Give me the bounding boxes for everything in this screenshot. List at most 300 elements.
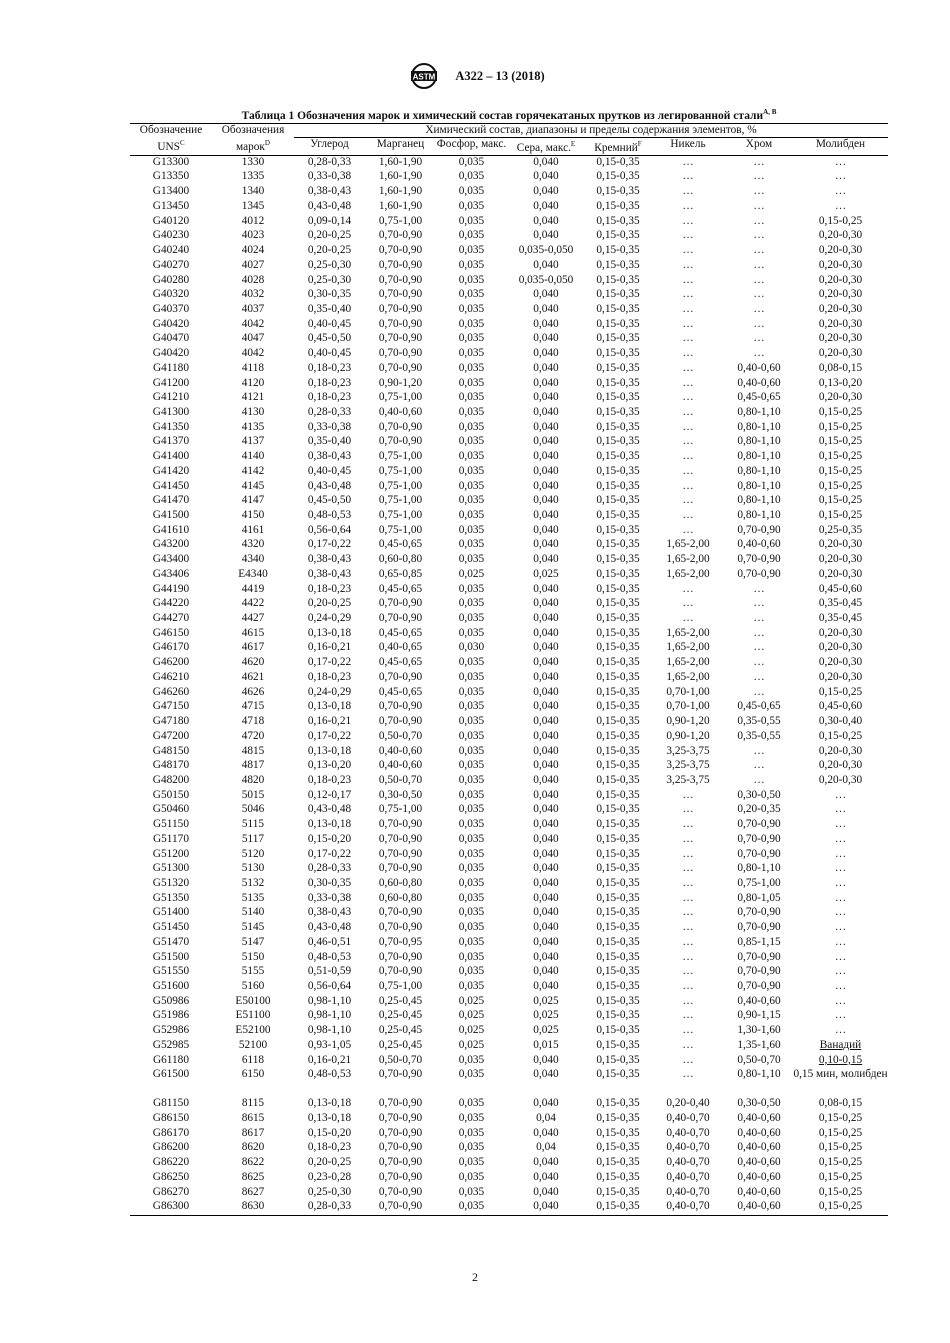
table-cell: G41470: [152, 494, 190, 507]
table-cell: …: [682, 317, 694, 330]
col-header-phosphorus: Фосфор, макс.: [436, 138, 507, 156]
table-cell: 0,040: [533, 788, 559, 801]
table-cell: 0,38-0,43: [307, 450, 352, 463]
table-cell: 0,40-0,60: [737, 1156, 781, 1169]
table-cell: 0,035: [458, 509, 485, 522]
table-cell: 0,70-0,90: [378, 1097, 423, 1110]
table-cell: …: [834, 862, 847, 875]
table-cell: 0,035: [458, 450, 485, 463]
table-cell: 0,25-0,35: [818, 523, 863, 536]
table-cell: 0,040: [533, 700, 559, 713]
table-cell: G47180: [152, 715, 190, 728]
table-cell: 0,70-0,90: [365, 1200, 436, 1215]
table-cell: …: [682, 994, 694, 1007]
table-cell: 0,70-0,90: [378, 229, 423, 242]
table-cell: 0,035: [458, 700, 485, 713]
table-row: [130, 1156, 888, 1171]
table-row: [130, 627, 888, 642]
table-cell: 0,035: [458, 553, 485, 566]
table-cell: …: [834, 1024, 847, 1037]
table-cell: 0,35-0,45: [818, 612, 863, 625]
table-cell: …: [682, 302, 694, 315]
table-cell: 0,45-0,50: [307, 494, 352, 507]
table-cell: Ванадий: [819, 1038, 862, 1051]
table-cell: 0,025: [533, 567, 559, 580]
table-cell: 0,040: [533, 847, 559, 860]
table-row: [130, 583, 888, 598]
table-cell: 0,20-0,30: [818, 626, 863, 639]
table-cell: 1335: [241, 170, 265, 183]
table-cell: 0,035: [458, 302, 485, 315]
table-cell: 0,040: [533, 494, 559, 507]
table-cell: 0,040: [533, 626, 559, 639]
table-cell: 0,15-0,35: [596, 685, 640, 698]
table-cell: 0,20-0,30: [818, 759, 863, 772]
table-cell: 0,035: [458, 1053, 485, 1066]
table-cell: 6118: [241, 1053, 265, 1066]
table-cell: 0,040: [533, 553, 559, 566]
table-row: [130, 362, 888, 377]
table-row: [130, 170, 888, 185]
table-cell: 0,38-0,43: [307, 553, 352, 566]
table-cell: …: [834, 788, 847, 801]
table-cell: 0,70-0,90: [378, 288, 423, 301]
table-cell: …: [682, 509, 694, 522]
table-row: [130, 671, 888, 686]
table-row: [130, 745, 888, 760]
table-cell: 0,15-0,35: [596, 788, 640, 801]
table-cell: 0,025: [458, 1038, 485, 1051]
composition-table: [130, 123, 888, 1216]
table-cell: 5155: [241, 965, 265, 978]
table-cell: 0,70-0,90: [378, 1170, 423, 1183]
table-cell: 1,35-1,60: [737, 1038, 781, 1051]
table-cell: 0,025: [533, 994, 559, 1007]
table-cell: 0,035: [458, 229, 485, 242]
table-cell: …: [682, 980, 694, 993]
table-cell: 0,75-1,00: [378, 980, 423, 993]
table-cell: …: [834, 906, 847, 919]
table-cell: 0,040: [533, 1170, 559, 1183]
table-cell: 0,15-0,35: [596, 700, 640, 713]
table-cell: 0,70-0,90: [378, 1185, 423, 1198]
table-cell: 8115: [241, 1097, 265, 1110]
table-cell: 0,35-0,40: [307, 435, 352, 448]
table-cell: 0,15-0,35: [596, 170, 640, 183]
table-cell: 0,035: [458, 317, 485, 330]
table-cell: …: [682, 935, 694, 948]
table-cell: 0,75-1,00: [378, 450, 423, 463]
table-cell: 5150: [241, 950, 265, 963]
table-cell: 0,040: [533, 744, 559, 757]
table-cell: 0,80-1,10: [737, 509, 781, 522]
table-cell: 0,20-0,25: [307, 229, 352, 242]
table-cell: 0,035: [458, 906, 485, 919]
table-cell: …: [682, 332, 694, 345]
table-row: [130, 921, 888, 936]
table-cell: 0,40-0,60: [725, 1200, 793, 1215]
table-cell: 0,035: [458, 155, 485, 168]
table-row: [130, 200, 888, 215]
table-cell: G86220: [152, 1156, 190, 1169]
table-cell: G51470: [152, 935, 190, 948]
table-cell: 0,70-0,90: [737, 921, 781, 934]
table-cell: G41200: [152, 376, 190, 389]
table-cell: 4615: [241, 626, 265, 639]
table-cell: 5132: [241, 876, 265, 889]
table-row: [130, 612, 888, 627]
table-cell: 0,70-0,90: [378, 965, 423, 978]
table-cell: 0,20-0,30: [818, 288, 863, 301]
table-cell: 4023: [241, 229, 265, 242]
table-cell: 0,035: [458, 832, 485, 845]
table-cell: G44270: [152, 612, 190, 625]
table-cell: 0,15-0,35: [596, 1170, 640, 1183]
table-cell: 0,035: [458, 876, 485, 889]
table-row: [130, 274, 888, 289]
table-cell: 0,20-0,30: [818, 656, 863, 669]
table-cell: G40320: [152, 288, 190, 301]
table-cell: 0,33-0,38: [307, 891, 352, 904]
table-cell: 0,75-1,00: [378, 494, 423, 507]
table-cell: 0,15-0,35: [596, 582, 640, 595]
table-cell: 3,25-3,75: [666, 744, 710, 757]
table-cell: 4422: [241, 597, 265, 610]
table-cell: 0,040: [533, 803, 559, 816]
table-cell: 0,70-0,90: [378, 273, 423, 286]
table-cell: 0,15-0,35: [596, 494, 640, 507]
table-cell: 0,15-0,35: [596, 1097, 640, 1110]
table-row: [130, 377, 888, 392]
table-cell: 0,040: [533, 229, 559, 242]
table-row: [130, 1171, 888, 1186]
table-cell: 0,035: [458, 891, 485, 904]
table-cell: 0,20-0,30: [818, 670, 863, 683]
table-cell: 0,20-0,40: [666, 1097, 710, 1110]
table-cell: 0,15-0,35: [596, 376, 640, 389]
table-cell: 0,040: [533, 391, 559, 404]
table-cell: 0,035: [458, 479, 485, 492]
table-cell: 0,20-0,30: [818, 332, 863, 345]
table-cell: 0,035: [458, 464, 485, 477]
table-cell: G51150: [153, 818, 189, 831]
table-cell: …: [682, 214, 694, 227]
table-cell: 4147: [241, 494, 265, 507]
table-cell: 4815: [241, 744, 265, 757]
table-cell: 0,98-1,10: [307, 1024, 352, 1037]
table-cell: 0,70-0,90: [378, 332, 423, 345]
table-cell: 0,15-0,25: [818, 1141, 863, 1154]
table-row: [130, 450, 888, 465]
table-cell: 0,70-0,90: [378, 700, 423, 713]
table-cell: 0,15-0,35: [596, 420, 640, 433]
table-cell: 0,18-0,23: [307, 773, 352, 786]
table-row: [130, 980, 888, 995]
table-cell: …: [682, 391, 694, 404]
table-cell: 5130: [241, 862, 265, 875]
table-cell: 0,035: [458, 1112, 485, 1125]
table-cell: 0,15-0,35: [596, 862, 640, 875]
table-cell: …: [753, 582, 765, 595]
table-cell: …: [753, 229, 765, 242]
table-cell: 4620: [241, 656, 265, 669]
table-cell: 0,035: [458, 361, 485, 374]
table-cell: 0,035: [436, 1200, 507, 1215]
table-cell: 4012: [241, 214, 265, 227]
table-cell: …: [682, 450, 694, 463]
table-cell: 0,90-1,20: [666, 715, 710, 728]
table-cell: 0,45-0,65: [737, 391, 781, 404]
table-cell: 0,70-0,90: [378, 317, 423, 330]
table-cell: …: [682, 523, 694, 536]
table-cell: 0,035: [458, 656, 485, 669]
table-cell: 0,40-0,70: [666, 1185, 710, 1198]
table-cell: 1340: [241, 185, 265, 198]
table-cell: 0,035: [458, 420, 485, 433]
table-cell: 0,18-0,23: [307, 670, 352, 683]
table-cell: …: [682, 479, 694, 492]
table-row: [130, 155, 888, 170]
table-cell: …: [834, 921, 847, 934]
document-id: A322 – 13 (2018): [455, 68, 545, 83]
table-row: [130, 906, 888, 921]
col-header-carbon: Углерод: [294, 138, 365, 156]
table-row: [130, 1009, 888, 1024]
table-cell: …: [682, 965, 694, 978]
table-row: [130, 877, 888, 892]
table-cell: G40420: [152, 347, 190, 360]
table-cell: 1,65-2,00: [666, 626, 710, 639]
table-cell: 0,040: [533, 464, 559, 477]
table-cell: 1,65-2,00: [666, 656, 710, 669]
table-cell: 0,90-1,20: [378, 376, 423, 389]
table-row: [130, 951, 888, 966]
table-cell: …: [834, 980, 847, 993]
table-cell: 0,040: [533, 347, 559, 360]
table-cell: 0,70-0,90: [737, 980, 781, 993]
table-cell: …: [834, 876, 847, 889]
table-cell: …: [834, 935, 847, 948]
table-cell: 0,035: [458, 376, 485, 389]
table-cell: 0,025: [458, 567, 485, 580]
table-cell: 0,40-0,70: [666, 1170, 710, 1183]
table-cell: 0,50-0,70: [737, 1053, 781, 1066]
col-header-uns-text: Обозначение UNS: [139, 124, 203, 153]
table-cell: …: [682, 1024, 694, 1037]
table-cell: 0,45-0,65: [378, 685, 423, 698]
table-cell: 0,40-0,70: [651, 1200, 725, 1215]
table-cell: 0,035: [458, 759, 485, 772]
table-cell: 0,040: [533, 1053, 559, 1066]
table-cell: 0,035: [458, 1185, 485, 1198]
table-cell: 0,040: [533, 641, 559, 654]
table-cell: 0,08-0,15: [818, 361, 863, 374]
table-cell: 0,040: [533, 214, 559, 227]
table-cell: 0,60-0,80: [378, 891, 423, 904]
table-cell: 0,035: [458, 244, 485, 257]
table-cell: 0,15-0,35: [596, 773, 640, 786]
table-cell: G13300: [152, 155, 190, 168]
table-cell: 0,040: [533, 1185, 559, 1198]
table-cell: 0,70-0,90: [378, 612, 423, 625]
table-cell: G86200: [152, 1141, 190, 1154]
table-cell: 0,035: [458, 1156, 485, 1169]
table-cell: 0,17-0,22: [307, 656, 352, 669]
table-row: [130, 553, 888, 568]
table-cell: G41300: [152, 405, 190, 418]
table-cell: G51986: [152, 1009, 190, 1022]
table-cell: 0,25-0,30: [307, 273, 352, 286]
table-cell: 0,28-0,33: [307, 862, 352, 875]
table-cell: 0,30-0,50: [737, 1097, 781, 1110]
table-row: [130, 1127, 888, 1142]
table-cell: 0,48-0,53: [307, 1068, 352, 1081]
table-cell: 0,70-1,00: [666, 685, 710, 698]
table-cell: 0,40-0,45: [307, 317, 352, 330]
table-cell: …: [753, 641, 765, 654]
table-cell: 0,40-0,65: [378, 641, 423, 654]
table-cell: …: [682, 1053, 694, 1066]
table-cell: 0,040: [533, 818, 559, 831]
table-cell: 0,13-0,18: [307, 700, 352, 713]
table-cell: 0,40-0,70: [666, 1156, 710, 1169]
table-cell: 0,20-0,25: [307, 597, 352, 610]
table-cell: 0,43-0,48: [307, 199, 352, 212]
table-cell: 0,04: [536, 1112, 556, 1125]
table-cell: 8615: [241, 1112, 265, 1125]
table-row: [130, 1112, 888, 1127]
table-row: [130, 1141, 888, 1156]
table-cell: 0,70-0,90: [737, 832, 781, 845]
table-cell: G44220: [152, 597, 190, 610]
table-cell: 0,70-0,90: [378, 1068, 423, 1081]
table-cell: …: [682, 788, 694, 801]
table-cell: 0,035: [458, 670, 485, 683]
table-cell: 0,70-0,90: [378, 597, 423, 610]
table-cell: 1,60-1,90: [378, 170, 423, 183]
table-cell: 0,13-0,18: [307, 626, 352, 639]
table-cell: 0,18-0,23: [307, 376, 352, 389]
table-cell: 0,80-1,10: [737, 420, 781, 433]
table-cell: …: [753, 317, 765, 330]
table-cell: …: [682, 347, 694, 360]
table-cell: 0,70-0,90: [378, 1112, 423, 1125]
table-cell: …: [682, 862, 694, 875]
table-cell: 4028: [241, 273, 265, 286]
table-cell: 4142: [241, 464, 265, 477]
table-row: [130, 229, 888, 244]
table-row: [130, 538, 888, 553]
table-cell: G40270: [152, 258, 190, 271]
table-cell: 8625: [241, 1170, 265, 1183]
table-cell: G51300: [152, 862, 190, 875]
table-cell: 0,15-0,25: [818, 435, 863, 448]
table-cell: 0,12-0,17: [307, 788, 352, 801]
table-cell: …: [753, 347, 765, 360]
table-cell: 0,43-0,48: [307, 803, 352, 816]
table-cell: G51400: [152, 906, 190, 919]
table-cell: 0,43-0,48: [307, 479, 352, 492]
table-cell: 0,70-0,90: [737, 523, 781, 536]
table-cell: 0,40-0,45: [307, 464, 352, 477]
table-cell: 4042: [241, 317, 265, 330]
table-row: [130, 1097, 888, 1112]
table-cell: 0,040: [533, 759, 559, 772]
table-cell: 0,40-0,60: [737, 1141, 781, 1154]
table-cell: 0,15-0,35: [596, 980, 640, 993]
table-cell: 0,15-0,25: [818, 405, 863, 418]
table-cell: 4820: [241, 773, 265, 786]
table-cell: G50150: [152, 788, 190, 801]
table-cell: 0,15-0,35: [596, 744, 640, 757]
table-cell: …: [682, 405, 694, 418]
col-header-molybdenum: Молибден: [793, 138, 888, 156]
table-cell: 0,035: [458, 214, 485, 227]
table-cell: …: [834, 832, 847, 845]
table-cell: 0,75-1,00: [737, 876, 781, 889]
table-cell: 8630: [212, 1200, 294, 1215]
table-row: [130, 332, 888, 347]
table-cell: 0,25-0,45: [378, 1009, 423, 1022]
table-cell: 0,70-0,95: [378, 935, 423, 948]
table-cell: 6150: [241, 1068, 265, 1081]
table-cell: 0,035: [458, 391, 485, 404]
table-cell: G86170: [152, 1126, 190, 1139]
table-cell: 0,035: [458, 1170, 485, 1183]
table-cell: 0,38-0,43: [307, 185, 352, 198]
table-cell: …: [834, 199, 847, 212]
table-cell: …: [753, 744, 765, 757]
table-cell: 0,45-0,65: [378, 656, 423, 669]
table-cell: 0,70-0,90: [737, 950, 781, 963]
table-cell: 0,40-0,60: [737, 1112, 781, 1125]
table-cell: 0,040: [533, 597, 559, 610]
col-header-sulfur: [507, 138, 585, 156]
table-cell: …: [682, 847, 694, 860]
table-cell: 0,17-0,22: [307, 538, 352, 551]
table-cell: 4161: [241, 523, 265, 536]
table-cell: 0,70-0,90: [378, 670, 423, 683]
table-cell: 0,15-0,35: [596, 332, 640, 345]
table-cell: 8622: [241, 1156, 265, 1169]
table-cell: 0,45-0,65: [378, 582, 423, 595]
table-row: [130, 215, 888, 230]
col-header-sulfur-text: Сера, макс.: [516, 141, 571, 154]
table-cell: 0,80-1,10: [737, 405, 781, 418]
table-cell: 0,035: [458, 715, 485, 728]
table-row: [130, 656, 888, 671]
table-cell: 0,15-0,35: [596, 464, 640, 477]
table-cell: 0,15-0,35: [596, 1068, 640, 1081]
table-cell: G41450: [152, 479, 190, 492]
table-cell: 1,60-1,90: [378, 199, 423, 212]
table-cell: …: [682, 229, 694, 242]
table-cell: 0,25-0,45: [378, 1038, 423, 1051]
table-cell: 4145: [241, 479, 265, 492]
table-cell: 0,20-0,30: [818, 773, 863, 786]
table-cell: 0,80-1,10: [737, 494, 781, 507]
table-row: [130, 1024, 888, 1039]
table-cell: 0,040: [533, 199, 559, 212]
table-cell: 0,75-1,00: [378, 479, 423, 492]
table-cell: …: [682, 921, 694, 934]
table-cell: 0,70-0,90: [378, 420, 423, 433]
table-cell: 0,80-1,10: [737, 450, 781, 463]
table-cell: …: [682, 950, 694, 963]
table-cell: 0,75-1,00: [378, 803, 423, 816]
table-cell: 0,16-0,21: [307, 715, 352, 728]
table-cell: …: [753, 685, 765, 698]
